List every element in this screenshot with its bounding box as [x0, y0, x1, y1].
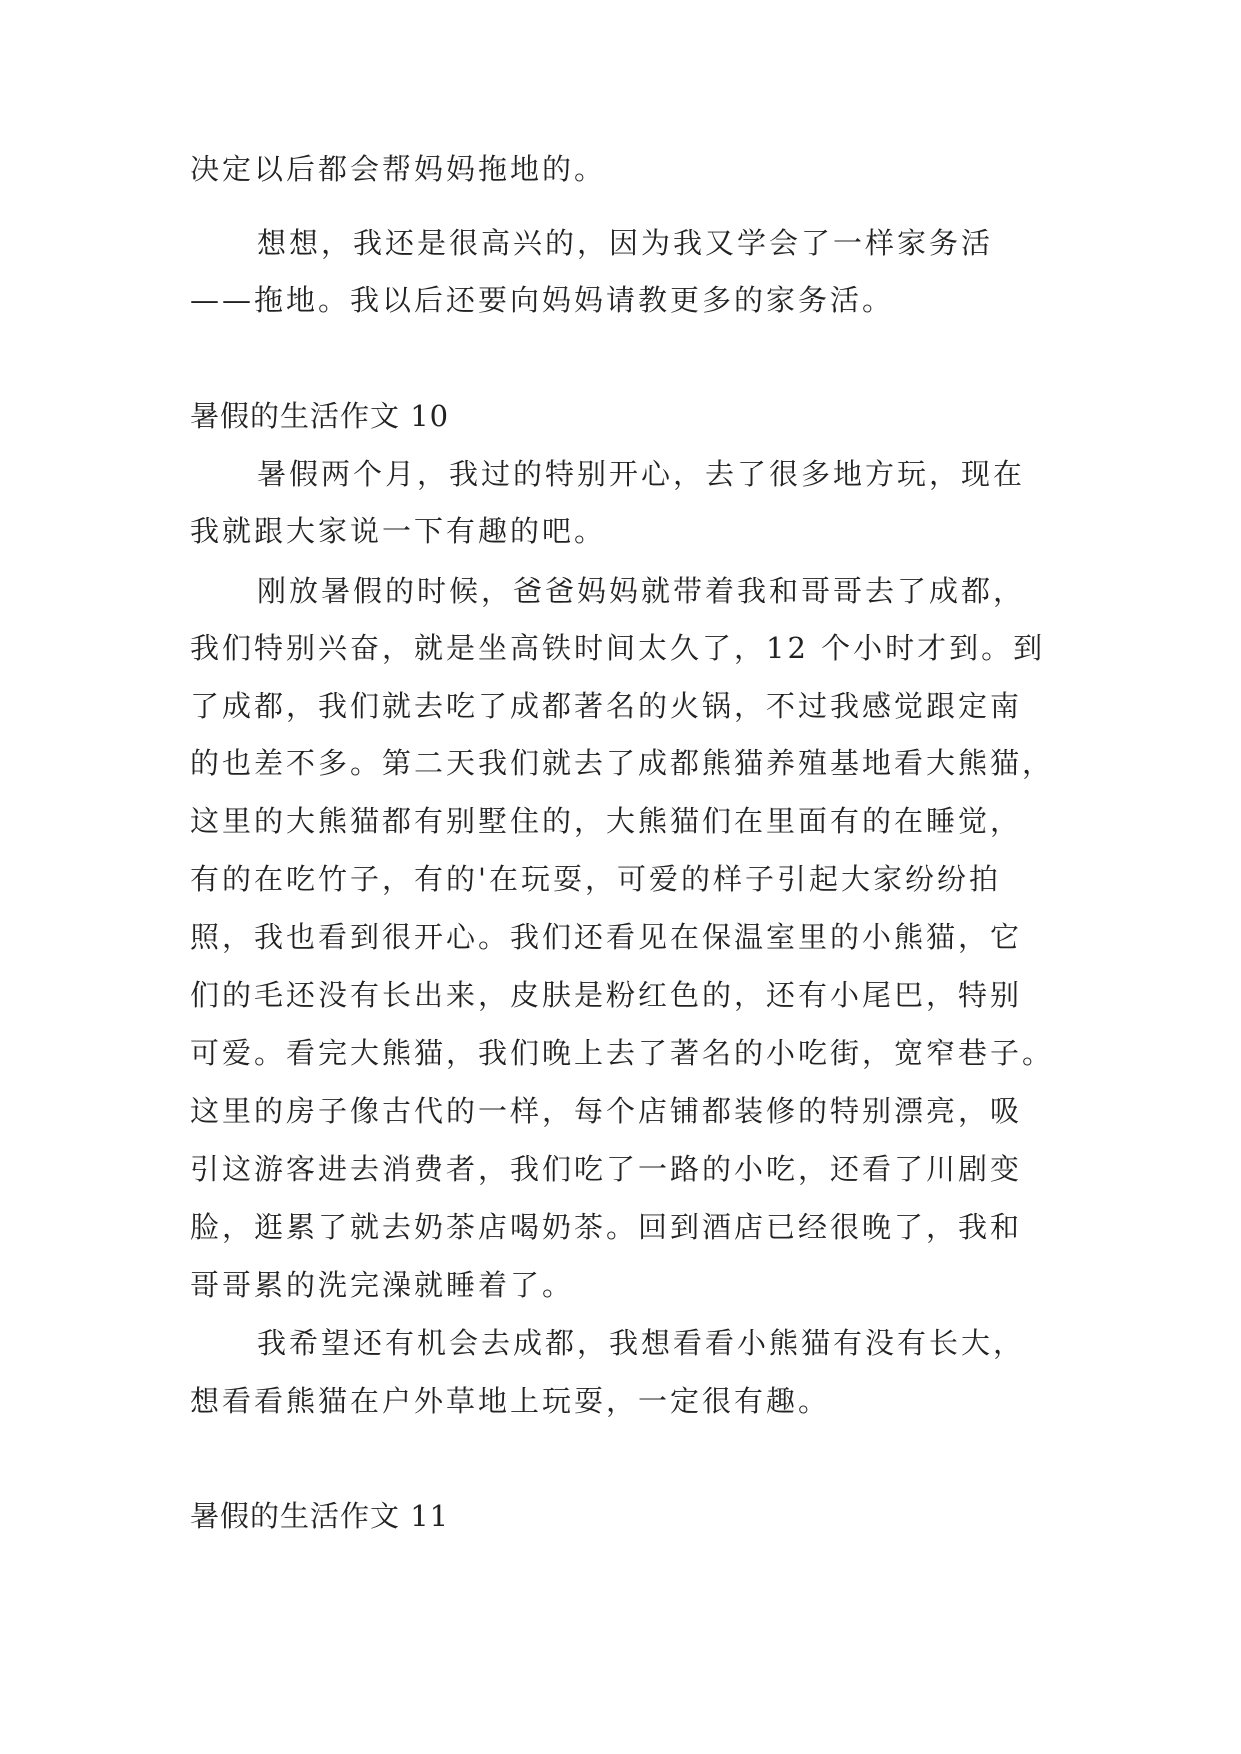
text-line: 有的在吃竹子，有的'在玩耍，可爱的样子引起大家纷纷拍 [190, 862, 1001, 896]
text-line: 哥哥累的洗完澡就睡着了。 [190, 1268, 575, 1302]
text-line: 脸，逛累了就去奶茶店喝奶茶。回到酒店已经很晚了，我和 [190, 1210, 1023, 1244]
paragraph-line: 想想，我还是很高兴的，因为我又学会了一样家务活 [257, 226, 994, 260]
text-line: 可爱。看完大熊猫，我们晚上去了著名的小吃街，宽窄巷子。 [190, 1036, 1055, 1070]
text-line: 我们特别兴奋，就是坐高铁时间太久了，12 个小时才到。到 [190, 631, 1046, 665]
text-line: 决定以后都会帮妈妈拖地的。 [190, 152, 607, 186]
section-heading: 暑假的生活作文 10 [190, 399, 450, 433]
text-line: 照，我也看到很开心。我们还看见在保温室里的小熊猫，它 [190, 920, 1023, 954]
paragraph-line: 暑假两个月，我过的特别开心，去了很多地方玩，现在 [257, 457, 1026, 491]
text-line: 这里的大熊猫都有别墅住的，大熊猫们在里面有的在睡觉， [190, 804, 1023, 838]
text-line: 这里的房子像古代的一样，每个店铺都装修的特别漂亮，吸 [190, 1094, 1023, 1128]
paragraph-line: 我希望还有机会去成都，我想看看小熊猫有没有长大， [257, 1326, 1026, 1360]
text-line: 们的毛还没有长出来，皮肤是粉红色的，还有小尾巴，特别 [190, 978, 1023, 1012]
text-line: 引这游客进去消费者，我们吃了一路的小吃，还看了川剧变 [190, 1152, 1023, 1186]
text-line: 想看看熊猫在户外草地上玩耍，一定很有趣。 [190, 1384, 831, 1418]
text-line: 我就跟大家说一下有趣的吧。 [190, 514, 607, 548]
text-line: 的也差不多。第二天我们就去了成都熊猫养殖基地看大熊猫， [190, 746, 1055, 780]
paragraph-line: 刚放暑假的时候，爸爸妈妈就带着我和哥哥去了成都， [257, 574, 1026, 608]
section-heading: 暑假的生活作文 11 [190, 1499, 450, 1533]
text-line: 了成都，我们就去吃了成都著名的火锅，不过我感觉跟定南 [190, 689, 1023, 723]
text-line: ——拖地。我以后还要向妈妈请教更多的家务活。 [190, 283, 895, 317]
